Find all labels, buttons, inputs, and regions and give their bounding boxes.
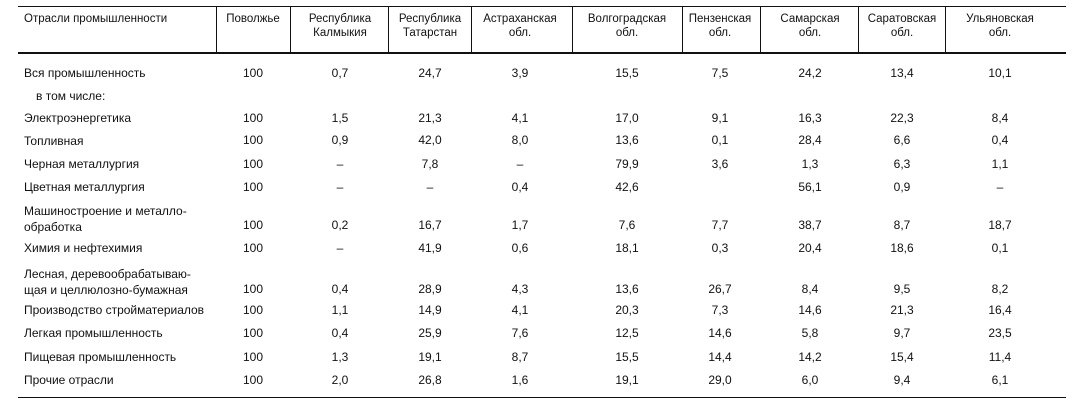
table-cell: 8,4	[801, 282, 819, 296]
table-cell: 18,6	[890, 241, 914, 255]
table-cell: 18,1	[615, 241, 639, 255]
table-cell: 8,7	[893, 218, 911, 232]
table-cell: 15,5	[615, 66, 639, 80]
table-cell: 19,1	[615, 373, 639, 387]
table-cell: 38,7	[798, 218, 822, 232]
row-label: Вся промышленность	[24, 66, 146, 80]
table-cell: 7,8	[421, 157, 439, 171]
table-cell: 20,4	[798, 241, 822, 255]
column-header: Самарская обл.	[780, 13, 840, 39]
table-cell: –	[336, 157, 344, 171]
table-cell: 2,0	[331, 373, 349, 387]
table-cell: 3,6	[711, 157, 729, 171]
table-cell: 1,1	[331, 303, 349, 317]
table-cell: 16,4	[988, 303, 1012, 317]
table-cell: 100	[242, 326, 264, 340]
table-cell: 14,6	[708, 326, 732, 340]
table-cell: 10,1	[988, 66, 1012, 80]
table-cell: 13,6	[615, 282, 639, 296]
table-cell: 15,5	[615, 350, 639, 364]
table-cell: 14,4	[708, 350, 732, 364]
table-cell: 0,3	[711, 241, 729, 255]
table-cell: 42,0	[418, 133, 442, 147]
table-cell: 23,5	[988, 326, 1012, 340]
table-cell: 100	[242, 111, 264, 125]
row-label: Химия и нефтехимия	[24, 241, 143, 255]
table-cell: 9,1	[711, 111, 729, 125]
row-label: Топливная	[24, 134, 84, 148]
table-cell: 15,4	[890, 350, 914, 364]
table-cell: 7,3	[711, 303, 729, 317]
table-cell: 100	[242, 373, 264, 387]
table-cell: 22,3	[890, 111, 914, 125]
table-cell: 9,5	[893, 282, 911, 296]
column-header: Республика Калмыкия	[308, 13, 372, 39]
table-cell: 100	[242, 180, 264, 194]
table-cell: 7,6	[511, 326, 529, 340]
table-cell: 0,1	[711, 133, 729, 147]
table-cell: 100	[242, 303, 264, 317]
table-cell: 8,7	[511, 350, 529, 364]
row-label: Машиностроение и металло- обработка	[24, 204, 187, 234]
table-cell: 42,6	[615, 180, 639, 194]
table-cell: 1,5	[331, 111, 349, 125]
row-label: Легкая промышленность	[24, 326, 163, 340]
table-cell: 0,6	[511, 241, 529, 255]
table-cell: 5,8	[801, 326, 819, 340]
column-header: Саратовская обл.	[867, 13, 937, 39]
table-cell: 100	[242, 66, 264, 80]
table-cell: 0,2	[331, 218, 349, 232]
table-cell: 79,9	[615, 157, 639, 171]
table-cell: 6,3	[893, 157, 911, 171]
table-cell: 20,3	[615, 303, 639, 317]
table-cell: 8,0	[511, 133, 529, 147]
table-cell: 28,4	[798, 133, 822, 147]
table-cell: 25,9	[418, 326, 442, 340]
table-cell: 7,5	[711, 66, 729, 80]
table-cell: 4,1	[511, 303, 529, 317]
table-cell: 0,9	[331, 133, 349, 147]
table-cell: –	[996, 180, 1004, 194]
table-cell: 0,4	[331, 282, 349, 296]
table-cell: 19,1	[418, 350, 442, 364]
table-cell: 6,1	[991, 373, 1009, 387]
table-cell: 29,0	[708, 373, 732, 387]
table-cell: 26,8	[418, 373, 442, 387]
table-cell: 1,3	[801, 157, 819, 171]
table-cell: –	[336, 180, 344, 194]
table-cell: 100	[242, 218, 264, 232]
table-cell: 12,5	[615, 326, 639, 340]
row-label: Пищевая промышленность	[24, 350, 177, 364]
table-cell: 7,6	[618, 218, 636, 232]
row-label: Электроэнергетика	[24, 111, 132, 125]
table-cell: 9,7	[893, 326, 911, 340]
table-cell: 1,6	[511, 373, 529, 387]
column-header: Волгоградская обл.	[587, 13, 667, 39]
column-header: Астраханская обл.	[483, 13, 557, 39]
table-cell: 1,1	[991, 157, 1009, 171]
table-cell: 14,2	[798, 350, 822, 364]
table-cell: 8,4	[991, 111, 1009, 125]
table-cell: 6,0	[801, 373, 819, 387]
table-cell: 16,7	[418, 218, 442, 232]
table-cell: 18,7	[988, 218, 1012, 232]
table-cell: 1,3	[331, 350, 349, 364]
table-cell: 0,7	[331, 66, 349, 80]
table-cell: 16,3	[798, 111, 822, 125]
table-cell: 24,2	[798, 66, 822, 80]
column-header: Республика Татарстан	[398, 13, 462, 39]
table-cell: 56,1	[798, 180, 822, 194]
table-cell: –	[426, 180, 434, 194]
table-cell: 7,7	[711, 218, 729, 232]
table-cell: 100	[242, 350, 264, 364]
table-cell: –	[336, 241, 344, 255]
header-bottom-border	[18, 52, 1066, 54]
column-header: Поволжье	[226, 13, 280, 25]
table-cell: 6,6	[893, 133, 911, 147]
table-cell: 8,2	[991, 282, 1009, 296]
table-cell: 0,4	[511, 180, 529, 194]
table-cell: 13,4	[890, 66, 914, 80]
table-cell: 0,9	[893, 180, 911, 194]
table-cell: 100	[242, 282, 264, 296]
table-cell: 0,4	[991, 133, 1009, 147]
table-cell: 4,3	[511, 282, 529, 296]
table-cell: 14,6	[798, 303, 822, 317]
table-bottom-border	[18, 397, 1066, 398]
table-cell: 11,4	[988, 350, 1012, 364]
table-cell: 41,9	[418, 241, 442, 255]
table-cell: 14,9	[418, 303, 442, 317]
column-header: Ульяновская обл.	[966, 13, 1034, 39]
table-cell: 3,9	[511, 66, 529, 80]
table-cell: 100	[242, 157, 264, 171]
table-cell: 21,3	[890, 303, 914, 317]
table-cell: 100	[242, 241, 264, 255]
table-cell: 28,9	[418, 282, 442, 296]
row-label: в том числе:	[36, 89, 106, 103]
table-cell: 21,3	[418, 111, 442, 125]
table-cell: –	[516, 157, 524, 171]
table-cell: 17,0	[615, 111, 639, 125]
table-cell: 100	[242, 133, 264, 147]
table-cell: 1,7	[511, 218, 529, 232]
table-top-border	[18, 6, 1066, 7]
table-cell: 13,6	[615, 133, 639, 147]
table-cell: 4,1	[511, 111, 529, 125]
row-label: Черная металлургия	[24, 157, 140, 171]
table-cell: 9,4	[893, 373, 911, 387]
table-cell: 24,7	[418, 66, 442, 80]
row-label: Лесная, деревообрабатываю- щая и целлюлозно-бумажная	[24, 267, 191, 297]
header-column-divider	[572, 7, 573, 52]
table-cell: 26,7	[708, 282, 732, 296]
column-header: Отрасли промышленности	[24, 13, 168, 25]
table-cell: 0,4	[331, 326, 349, 340]
column-header: Пензенская обл.	[688, 13, 752, 39]
row-label: Производство стройматериалов	[24, 303, 205, 317]
table-cell: 0,1	[991, 241, 1009, 255]
row-label: Прочие отрасли	[24, 373, 114, 387]
row-label: Цветная металлургия	[24, 180, 145, 194]
